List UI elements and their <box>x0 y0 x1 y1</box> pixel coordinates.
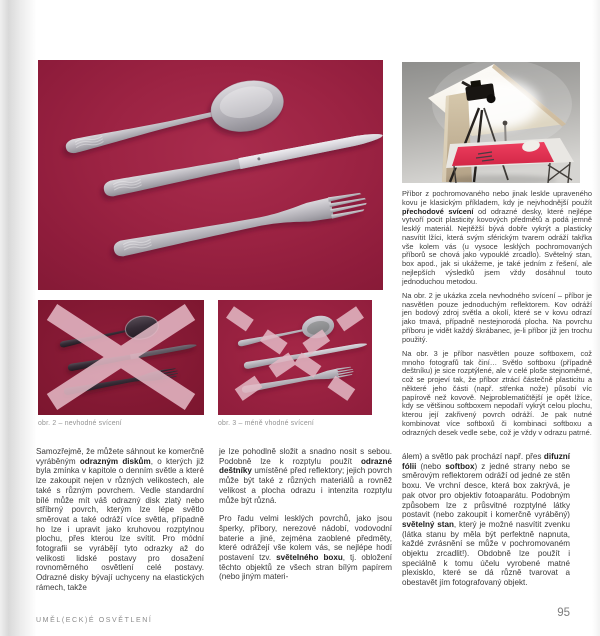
caption-obr-2: obr. 2 – nevhodné svícení <box>38 420 122 427</box>
figure-softbox-lighting <box>218 300 372 415</box>
page-number: 95 <box>557 607 570 619</box>
body-paragraph: je lze pohodlně složit a snadno nosit s sebou. Podobně lze k rozptylu použít odrazné deštníky umístěné před reflektory; jejich povrch může být také z různých materiálů a rovněž velikost a plocha odrazu i intenzita rozptylu může být různá. <box>219 447 392 505</box>
side-column-text <box>402 190 592 443</box>
section-title: UMĚL(ECK)É OSVĚTLENÍ <box>36 617 153 624</box>
caption-obr-3: obr. 3 – méně vhodné svícení <box>218 420 315 427</box>
body-column-2 <box>219 447 392 591</box>
page-edge-shadow <box>592 0 600 636</box>
body-paragraph: Samozřejmě, že můžete sáhnout ke komerčně vyráběným odrazným diskům, o kterých již byla zmínka v kapitole o denním světle a které lze zakoupit nejen v různých velikostech, ale také s různým povrchem. Vedle standardní bílé může mít váš odrazný disk zlatý nebo stříbrný povrch, kterým lze lépe světlo směrovat a také odráží více světla, případně ho lze i upravit jako kruhovou rozptylnou plochu, přes kterou lze svítit. Pro módní fotografii se vyrábějí tyto odrazky až do velikosti lidské postavy pro dosažení rovnoměrného osvětlení celé postavy. Odrazné disky bývají uchyceny na elastických rámech, takže <box>36 447 204 592</box>
body-column-3 <box>402 452 570 597</box>
side-paragraph-2: Na obr. 2 je ukázka zcela nevhodného svícení – příbor je nasvětlen pouze jednoduchým reflektorem. Kov odráží jen bodový zdroj světla a okolí, které se v kovu odrazí jako tmavá, případně nestejnorodá plocha. Na povrchu příboru je vidět každý škrábanec, je-li příbor již jen trochu použitý. <box>402 290 592 344</box>
figure-bad-lighting <box>38 300 204 415</box>
body-paragraph: Pro řadu velmi lesklých povrchů, jako jsou šperky, příbory, nerezové nádobí, vodovodní baterie a jiné, zejména zaoblené předměty, které odrážejí vše kolem vás, se nejlépe hodí postavení tzv. světelného boxu, tj. obložení těchto objektů ze všech stran bílým papírem (nebo jiným materi- <box>219 514 392 582</box>
figure-main-cutlery <box>38 60 383 290</box>
side-paragraph-3: Na obr. 3 je příbor nasvětlen pouze softboxem, což mnoho fotografů tak činí… Světlo softboxu (případně deštníku) je sice rozptýlené, ale v celé ploše stejnoměrné, což se projeví tak, že příbor ztrácí částečně plasticitu a některé jeho části (např. střenka nože) působí víc papírově než kovově. Nejproblematičtější je opět lžíce, kdy se většinou softboxem nepodaří vykrýt celou plochu, kterou její zakřivený povrch odráží. Je pak nutné kombinovat více softboxů či kombinaci softboxu a odrazných desek vedle sebe, což je vždy v odrazu patrné. <box>402 348 592 437</box>
binding-gradient <box>0 0 38 636</box>
side-paragraph-1: Příbor z pochromovaného nebo jinak leskle upraveného kovu je klasickým příkladem, kdy je nejvhodnější použít přechodové svícení od odrazné desky, které nejlépe vytvoří pocit plasticity kovových předmětů a podá jemně lesklý materiál. Nejtěžší bývá dobře vykrýt a plasticky nasvítit lžíci, která svým sférickým tvarem odráží takřka vše kolem vás (u vysoce lesklých pochromovaných příborů se chová jako vypouklé zrcadlo). Světelný stan, box apod., jak si ukážeme, je také jedním z řešení, ale nejlepších výsledků jsem vždy dosáhnul touto jednoduchou metodou. <box>402 189 592 286</box>
body-paragraph: álem) a světlo pak prochází např. přes difuzní fólii (nebo softbox) z jedné strany nebo se směrovým reflektorem odráží od jedné ze stěn boxu. Ve vrchní desce, která box zakrývá, je pak otvor pro objektiv fotoaparátu. Podobným způsobem lze z průsvitné rozptylné látky postavit (nebo zakoupit i komerčně vyráběný) světelný stan, který je možné nasvítit zvenku (látka stanu by měla být perfektně napnuta, každé zvrásnění se může v pochromovaném objektu zrcadlit!). Obdobně lze použít i speciálně k tomu účelu vyrobené matné plexisklo, které se dá různě tvarovat a obestavět jím fotografovaný objekt. <box>402 452 570 588</box>
figure-studio-setup <box>402 62 580 183</box>
body-column-1 <box>36 447 204 602</box>
